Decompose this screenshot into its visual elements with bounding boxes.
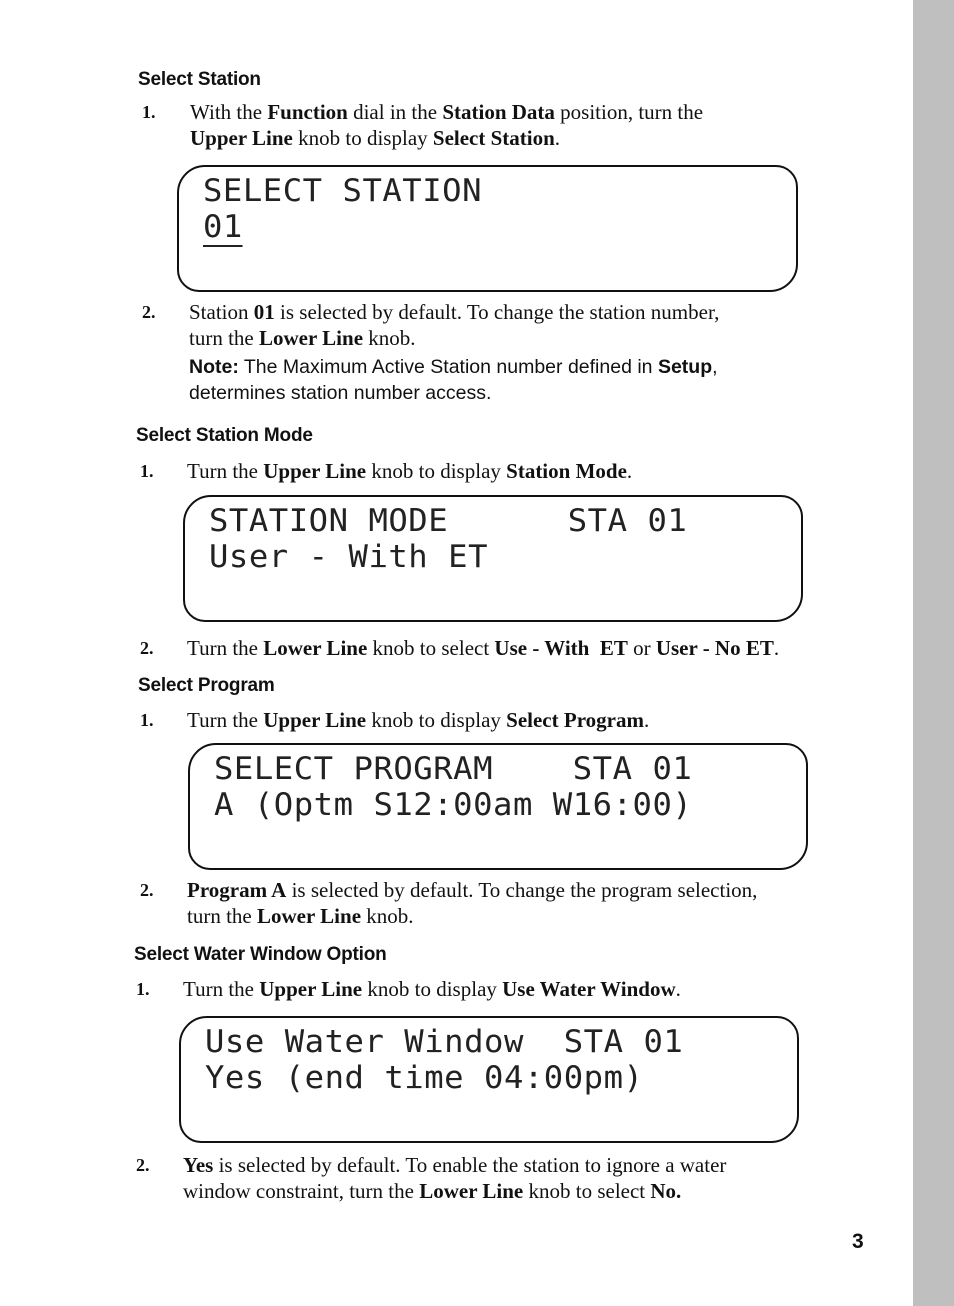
lcd-display-station-mode xyxy=(183,495,803,622)
page-edge-strip xyxy=(913,0,954,1306)
lcd-display-water-window xyxy=(179,1016,799,1143)
lcd-line-2: User - With ET xyxy=(209,539,489,575)
heading-select-program: Select Program xyxy=(138,675,275,696)
lcd-cursor-value: 01 xyxy=(203,209,243,245)
heading-select-station: Select Station xyxy=(138,69,261,90)
lcd-line-1: SELECT STATION xyxy=(203,173,483,209)
lcd-line-1: STATION MODE STA 01 xyxy=(209,503,688,539)
lcd-line-1: SELECT PROGRAM STA 01 xyxy=(214,751,693,787)
heading-select-water-window: Select Water Window Option xyxy=(134,944,387,965)
lcd-line-2 xyxy=(203,209,243,245)
lcd-display-select-station xyxy=(177,165,798,292)
lcd-display-select-program xyxy=(188,743,808,870)
lcd-line-1: Use Water Window STA 01 xyxy=(205,1024,684,1060)
page-number: 3 xyxy=(852,1230,864,1253)
lcd-line-2: A (Optm S12:00am W16:00) xyxy=(214,787,693,823)
note-max-station: Note: The Maximum Active Station number defined in Setup, determines station number access. xyxy=(189,356,718,404)
lcd-line-2: Yes (end time 04:00pm) xyxy=(205,1060,644,1096)
heading-select-station-mode: Select Station Mode xyxy=(136,425,313,446)
